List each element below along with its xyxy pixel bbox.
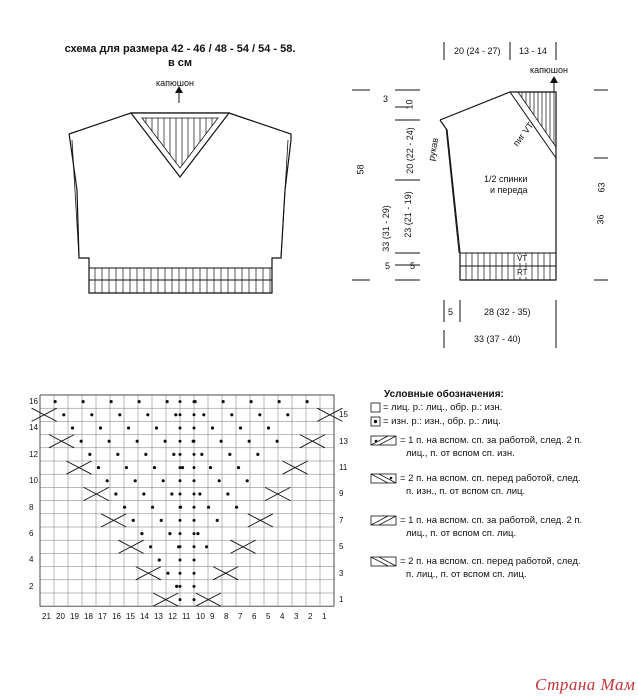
side-sleeve-label: рукав: [426, 137, 441, 162]
row-label: 8: [29, 502, 34, 512]
legend-item-cross-4-line2: п. лиц., п. от вспом сп. лиц.: [406, 569, 527, 580]
col-label: 2: [308, 612, 313, 622]
row-label: 15: [339, 410, 348, 420]
col-label: 6: [252, 612, 257, 622]
col-label: 19: [70, 612, 79, 622]
row-label: 11: [339, 463, 348, 472]
side-band-vt: VT: [517, 254, 528, 263]
side-dim-33: 33 (31 - 29): [380, 205, 391, 252]
legend-item-dot: [383, 415, 501, 428]
legend-item-empty: [383, 401, 502, 414]
row-label: 7: [339, 515, 344, 525]
side-dim-5c: 5: [448, 307, 454, 317]
legend-item-dot-text: = изн. р.: изн., обр. р.: лиц.: [383, 416, 501, 427]
col-label: 14: [140, 612, 149, 622]
col-label: 20: [56, 612, 65, 622]
col-label: 8: [224, 612, 229, 622]
legend-item-cross-3-line2: лиц., п. от вспом сп. лиц.: [406, 528, 517, 539]
side-dim-top-right: 13 - 14: [519, 46, 548, 56]
legend-item-cross-3: [400, 514, 582, 540]
side-body-label-2: и переда: [490, 185, 528, 195]
col-label: 9: [210, 612, 215, 622]
row-label: 1: [339, 595, 344, 604]
legend-item-cross-4: [400, 555, 581, 581]
row-label: 12: [29, 449, 38, 459]
legend-item-cross-1-line1: = 1 п. на вспом. сп. за работой, след. 2 п.: [400, 435, 583, 446]
row-label: 14: [29, 423, 38, 433]
row-label: 5: [339, 542, 344, 552]
side-body-label-1: 1/2 спинки: [484, 174, 528, 184]
legend-item-cross-1-line2: лиц., п. от вспом сп. изн.: [406, 448, 515, 459]
col-label: 12: [168, 612, 177, 622]
col-label: 17: [98, 612, 107, 622]
legend-item-cross-1: [400, 434, 582, 460]
row-label: 10: [29, 476, 38, 486]
col-label: 11: [182, 612, 191, 622]
side-dim-58: 58: [355, 164, 366, 175]
legend-item-cross-2-line2: п. изн., п. от вспом сп. лиц.: [406, 486, 526, 497]
side-hood-label: капюшон: [530, 65, 568, 75]
legend-item-cross-3-line1: = 1 п. на вспом. сп. за работой, след. 2 п.: [400, 515, 583, 526]
side-dim-5a: 5: [385, 261, 391, 271]
col-label: 18: [84, 612, 93, 622]
col-label: 7: [238, 612, 243, 622]
row-label: 9: [339, 489, 344, 499]
side-dim-36: 36: [595, 214, 606, 225]
col-label: 4: [280, 612, 285, 622]
row-label: 16: [29, 397, 38, 406]
col-label: 5: [266, 612, 271, 622]
side-dim-23: 23 (21 - 19): [402, 191, 413, 238]
col-label: 15: [126, 612, 135, 622]
legend-item-cross-2: [400, 472, 581, 498]
side-dim-33b: 33 (37 - 40): [474, 334, 521, 344]
legend-title: Условные обозначения:: [384, 389, 504, 400]
side-dim-28: 28 (32 - 35): [484, 307, 531, 317]
row-label: 6: [29, 529, 34, 538]
side-braid-label: пиг VT: [510, 120, 536, 148]
legend-item-empty-text: = лиц. р.: лиц., обр. р.: изн.: [383, 402, 503, 413]
row-label: 13: [339, 436, 348, 446]
row-label: 2: [29, 581, 34, 591]
side-dim-3: 3: [383, 94, 389, 104]
side-band-rt: RT: [517, 268, 528, 277]
side-dim-63: 63: [596, 182, 607, 193]
col-label: 21: [42, 612, 51, 622]
diagram-subtitle: в см: [167, 57, 193, 69]
col-label: 1: [322, 612, 327, 622]
col-label: 10: [196, 612, 205, 622]
watermark-logo: Страна Мам: [535, 675, 636, 694]
diagram-title: схема для размера 42 - 46 / 48 - 54 / 54 - 58.: [64, 43, 296, 55]
row-label: 4: [29, 555, 34, 565]
row-label: 3: [339, 568, 344, 578]
col-label: 13: [154, 612, 163, 622]
col-label: 3: [294, 612, 299, 622]
side-dim-10: 10: [404, 99, 415, 110]
col-label: 16: [112, 612, 121, 622]
legend-item-cross-4-line1: = 2 п. на вспом. сп. перед работой, след.: [400, 556, 581, 567]
front-hood-label: капюшон: [156, 78, 194, 88]
side-dim-top-left: 20 (24 - 27): [454, 46, 501, 56]
legend-item-cross-2-line1: = 2 п. на вспом. сп. перед работой, след.: [400, 473, 581, 484]
side-dim-5b: 5: [410, 261, 416, 271]
side-dim-20: 20 (22 - 24): [404, 127, 415, 174]
